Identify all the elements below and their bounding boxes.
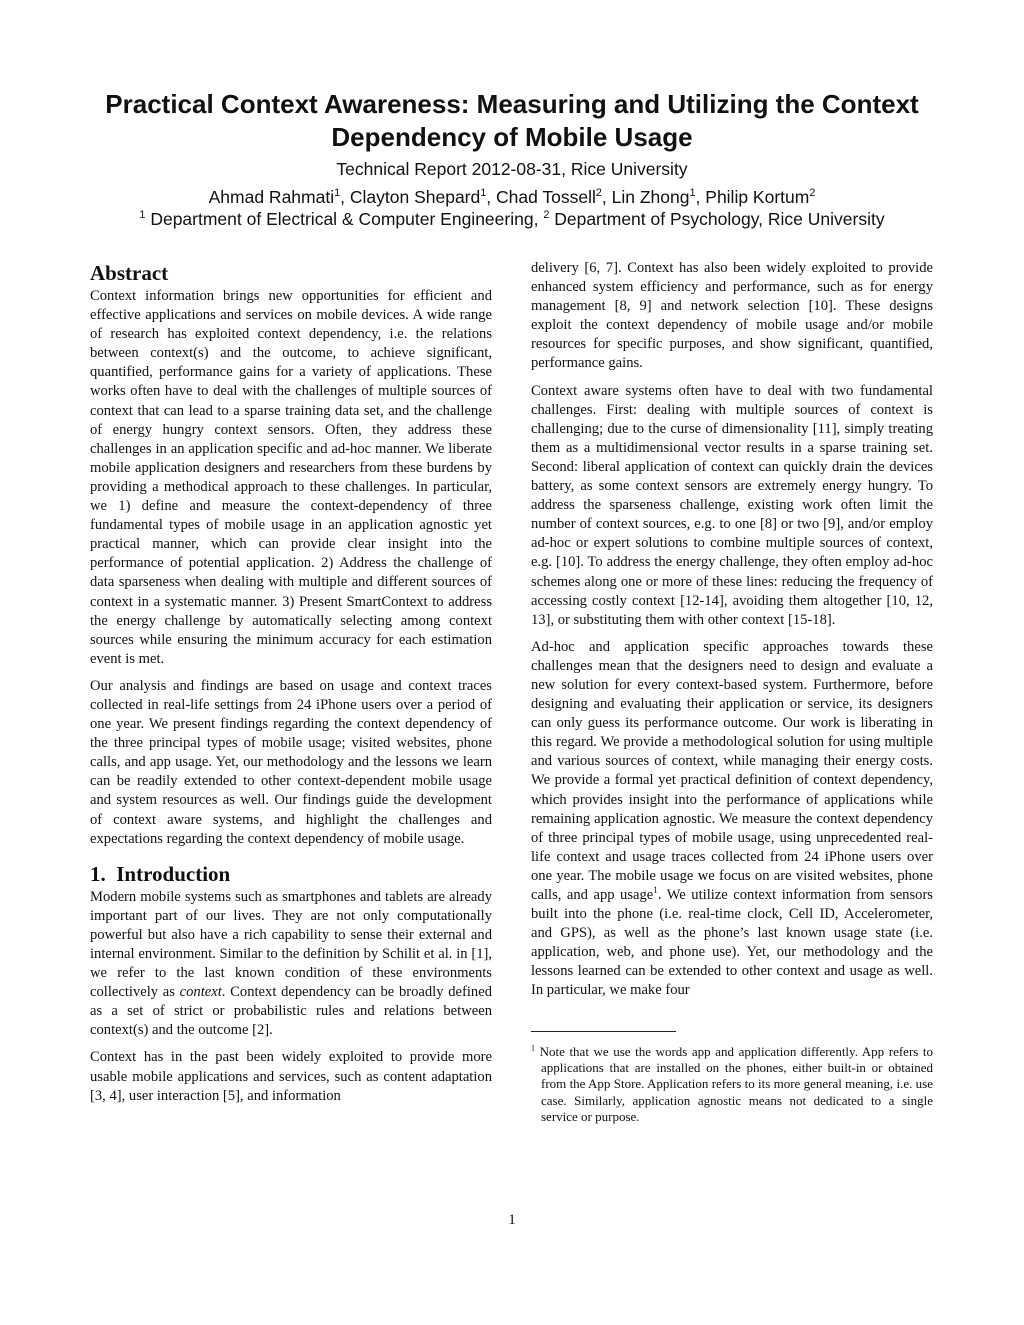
author: Clayton Shepard	[349, 187, 481, 207]
paper-title: Practical Context Awareness: Measuring and Utilizing the Context Dependency of Mobile Usage	[105, 89, 919, 152]
footnote-rule	[531, 1031, 676, 1032]
abstract-paragraph: Our analysis and findings are based on usage and context traces collected in real-life settings from 24 iPhone users over a period of one year. We present findings regarding the context dependency of the three principal types of mobile usage; visited websites, phone calls, and app usage. Yet, our methodology and the lessons we learn can be readily extended to other context-dependent mobile usage and system resources as well. Our findings guide the development of context aware systems, and highlight the challenges and expectations regarding the context dependency of mobile usage.	[90, 677, 492, 847]
author-list: Ahmad Rahmati$^1$, Clayton Shepard$^1$, Chad Tossell$^2$, Lin Zhong$^1$, Philip Kortum$^2$	[208, 187, 816, 207]
footnote: $^1$ Note that we use the words app and application differently. App refers to applications that are installed on the phones, either built-in or obtained from the App Store. Application refers to its more general meaning, i.e. use case. Similarly, application agnostic means not dedicated to a single service or purpose.	[531, 1043, 934, 1125]
affil-mark: 2	[543, 209, 550, 222]
intro-paragraph: Context has in the past been widely exploited to provide more usable mobile applications and services, such as content adaptation [3, 4], user interaction [5], and information	[90, 1049, 492, 1104]
introduction-heading: 1. Introduction	[90, 861, 231, 886]
affiliation: Department of Electrical & Computer Engineering,	[150, 209, 539, 229]
author-affil-mark: 1	[480, 187, 487, 200]
author-affil-mark: 1	[334, 187, 341, 200]
paper-header	[60, 88, 964, 230]
affil-mark: 1	[139, 209, 146, 222]
affiliation-line	[60, 208, 964, 230]
affiliation: Department of Psychology, Rice University	[554, 209, 885, 229]
intro-paragraph: Modern mobile systems such as smartphones and tablets are already important part of our lives. They are not only computationally powerful but also have a rich capability to sense their external and internal environment. Similar to the definition by Schilit et al. in [1], we refer to the last known condition of these environments collectively as context. Context dependency can be broadly defined as a set of strict or probabilistic rules and relations between context(s) and the outcome [2].	[90, 888, 492, 1039]
report-line: Technical Report 2012-08-31, Rice University	[336, 159, 688, 179]
footnote-ref: 1	[653, 885, 658, 896]
page-number: 1	[508, 1212, 516, 1228]
body-paragraph: Ad-hoc and application specific approaches towards these challenges mean that the designers need to design and evaluate a new solution for every context-based system. Furthermore, before designing and evaluating their application or service, its designers can only guess its performance outcome. Our work is liberating in this regard. We provide a methodological solution for using multiple and various sources of context, while managing their energy costs. We provide a formal yet practical definition of context dependency, which provides insight into the performance of applications while remaining application agnostic. We measure the context dependency of three principal types of mobile usage, using unprecedented real-life context and usage traces collected from 24 iPhone users over one year. The mobile usage we focus on are visited websites, phone calls, and app usage$^1$. We utilize context information from sensors built into the phone (i.e. real-time clock, Cell ID, Accelerometer, and GPS), as well as the phone’s last known usage state (i.e. application, web, and phone use). Yet, our methodology and the lessons learned can be extended to other context and usage as well. In particular, we make four	[531, 638, 933, 999]
author-affil-mark: 2	[809, 187, 816, 200]
emphasis: context	[179, 984, 222, 1001]
author: Philip Kortum	[705, 187, 810, 207]
footnote-mark: 1	[531, 1043, 536, 1053]
author: Ahmad Rahmati	[208, 187, 335, 207]
author-affil-mark: 2	[595, 187, 602, 200]
body-paragraph: Context aware systems often have to deal with two fundamental challenges. First: dealing with multiple sources of context is challenging; due to the curse of dimensionality [11], simply treating them as a multidimensional vector results in a sparse training set. Second: liberal application of context can quickly drain the devices battery, as some context sensors are extremely energy hungry. To address the sparseness challenge, existing work often limit the number of context sources, e.g. to one [8] or two [9], and/or employ ad-hoc or expert solutions to combine multiple sources of context, e.g. [10]. To address the energy challenge, they often employ ad-hoc schemes along one or more of these lines: reducing the frequency of accessing costly context [12-14], avoiding them altogether [10, 12, 13], or substituting them with other context [15-18].	[531, 382, 933, 628]
abstract-paragraph: Context information brings new opportunities for efficient and effective applications and services on mobile devices. A wide range of research has exploited context dependency, i.e. the relations between context(s) and the outcome, to achieve significant, quantified, performance gains for a variety of applications. These works often have to deal with the challenges of multiple sources of context that can lead to a sparse training data set, and the challenge of energy hungry context sensors. Often, they address these challenges in an application specific and ad-hoc manner. We liberate mobile application designers and researchers from these burdens by providing a methodical approach to these challenges. In particular, we 1) define and measure the context-dependency of three fundamental types of mobile usage in an application agnostic yet practical manner, which can provide clear insight into the performance of potential application. 2) Address the challenge of data sparseness when dealing with multiple and different sources of context in a systematic manner. 3) Present SmartContext to address the energy challenge by automatically selecting among context sources while ensuring the minimum accuracy for each estimation event is met.	[90, 288, 492, 667]
author-affil-mark: 1	[689, 187, 696, 200]
author: Lin Zhong	[611, 187, 690, 207]
body-paragraph: delivery [6, 7]. Context has also been widely exploited to provide enhanced system efficiency and performance, such as for energy management [8, 9] and network selection [10]. These designs exploit the context dependency of mobile usage and/or mobile resources for specific purposes, and show significant, quantified, performance gains.	[531, 260, 933, 372]
left-column	[90, 258, 492, 1114]
right-column	[531, 259, 933, 1126]
author: Chad Tossell	[496, 187, 596, 207]
abstract-heading: Abstract	[90, 261, 169, 285]
